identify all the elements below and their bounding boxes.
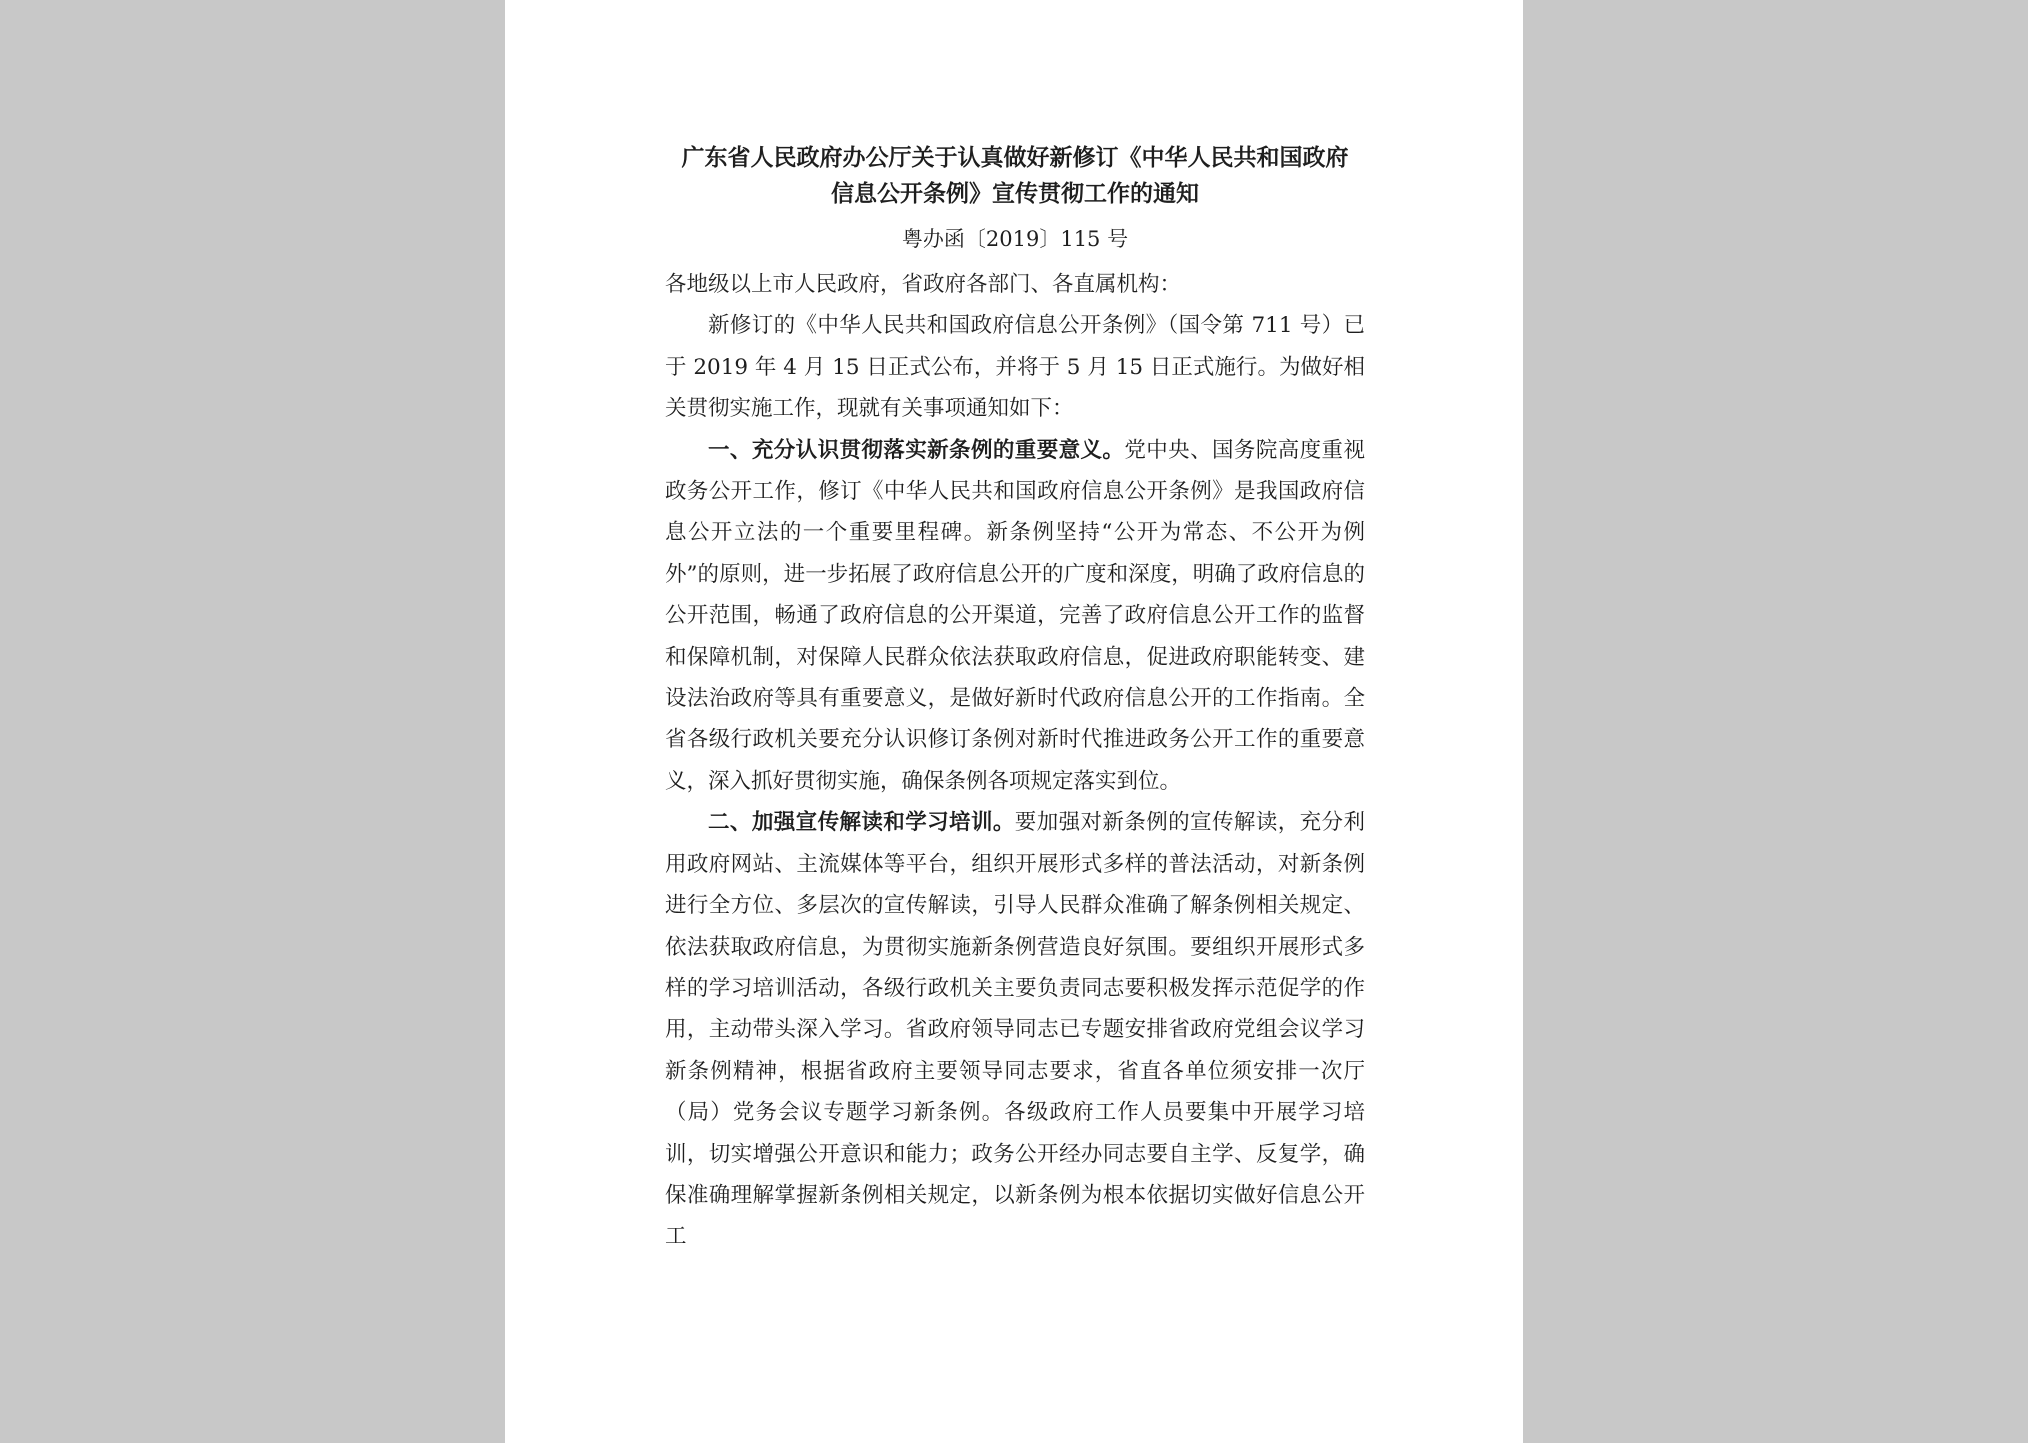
intro-paragraph: 新修订的《中华人民共和国政府信息公开条例》（国令第 711 号）已于 2019 年 4 月 15 日正式公布，并将于 5 月 15 日正式施行。为做好相关贯彻实施工作，现就有关事项通知如下： (665, 313, 1365, 422)
section-1-body: 党中央、国务院高度重视政务公开工作，修订《中华人民共和国政府信息公开条例》是我国政府信息公开立法的一个重要里程碑。新条例坚持“公开为常态、不公开为例外”的原则，进一步拓展了政府信息公开的广度和深度，明确了政府信息的公开范围，畅通了政府信息的公开渠道，完善了政府信息公开工作的监督和保障机制，对保障人民群众依法获取政府信息，促进政府职能转变、建设法治政府等具有重要意义，是做好新时代政府信息公开的工作指南。全省各级行政机关要充分认识修订条例对新时代推进政务公开工作的重要意义，深入抓好贯彻实施，确保条例各项规定落实到位。 (665, 437, 1365, 794)
salutation: 各地级以上市人民政府，省政府各部门、各直属机构： (665, 272, 1182, 297)
document-content (665, 140, 1365, 1258)
section-2-paragraph (665, 802, 1365, 1257)
section-1-heading: 一、充分认识贯彻落实新条例的重要意义。 (708, 437, 1125, 463)
document-page (505, 0, 1523, 1443)
title-line-2: 信息公开条例》宣传贯彻工作的通知 (831, 181, 1199, 207)
document-title (665, 140, 1365, 212)
section-1-paragraph (665, 430, 1365, 803)
section-2-body: 要加强对新条例的宣传解读，充分利用政府网站、主流媒体等平台，组织开展形式多样的普法活动，对新条例进行全方位、多层次的宣传解读，引导人民群众准确了解条例相关规定、依法获取政府信息，为贯彻实施新条例营造良好氛围。要组织开展形式多样的学习培训活动，各级行政机关主要负责同志要积极发挥示范促学的作用，主动带头深入学习。省政府领导同志已专题安排省政府党组会议学习新条例精神，根据省政府主要领导同志要求，省直各单位须安排一次厅（局）党务会议专题学习新条例。各级政府工作人员要集中开展学习培训，切实增强公开意识和能力；政务公开经办同志要自主学、反复学，确保准确理解掌握新条例相关规定，以新条例为根本依据切实做好信息公开工 (665, 810, 1365, 1250)
section-2-heading: 二、加强宣传解读和学习培训。 (708, 810, 1015, 836)
title-line-1: 广东省人民政府办公厅关于认真做好新修订《中华人民共和国政府 (681, 145, 1349, 171)
document-number: 粤办函〔2019〕115 号 (901, 227, 1129, 251)
